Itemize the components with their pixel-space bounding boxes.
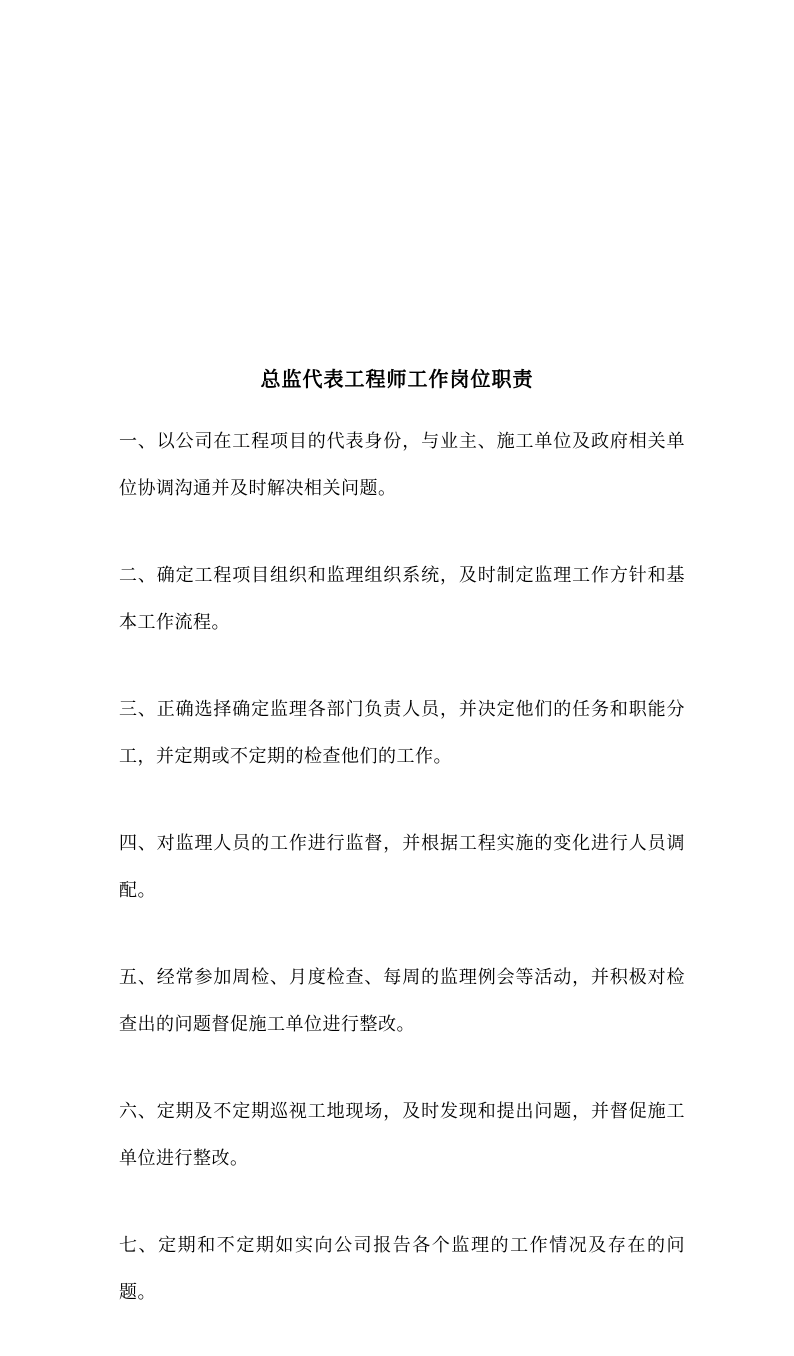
duty-item-1: 一、以公司在工程项目的代表身份，与业主、施工单位及政府相关单位协调沟通并及时解决相关问题。	[119, 431, 685, 499]
page-title: 总监代表工程师工作岗位职责	[260, 367, 534, 391]
duty-item-5: 五、经常参加周检、月度检查、每周的监理例会等活动，并积极对检查出的问题督促施工单位进行整改。	[119, 967, 685, 1035]
duty-item-6: 六、定期及不定期巡视工地现场，及时发现和提出问题，并督促施工单位进行整改。	[119, 1101, 685, 1169]
duty-list	[119, 418, 685, 1356]
duty-item-3: 三、正确选择确定监理各部门负责人员，并决定他们的任务和职能分工，并定期或不定期的检查他们的工作。	[119, 699, 685, 767]
duty-item-7: 七、定期和不定期如实向公司报告各个监理的工作情况及存在的问题。	[119, 1235, 685, 1303]
duty-item-2: 二、确定工程项目组织和监理组织系统，及时制定监理工作方针和基本工作流程。	[119, 565, 685, 633]
duty-item-4: 四、对监理人员的工作进行监督，并根据工程实施的变化进行人员调配。	[119, 833, 685, 901]
